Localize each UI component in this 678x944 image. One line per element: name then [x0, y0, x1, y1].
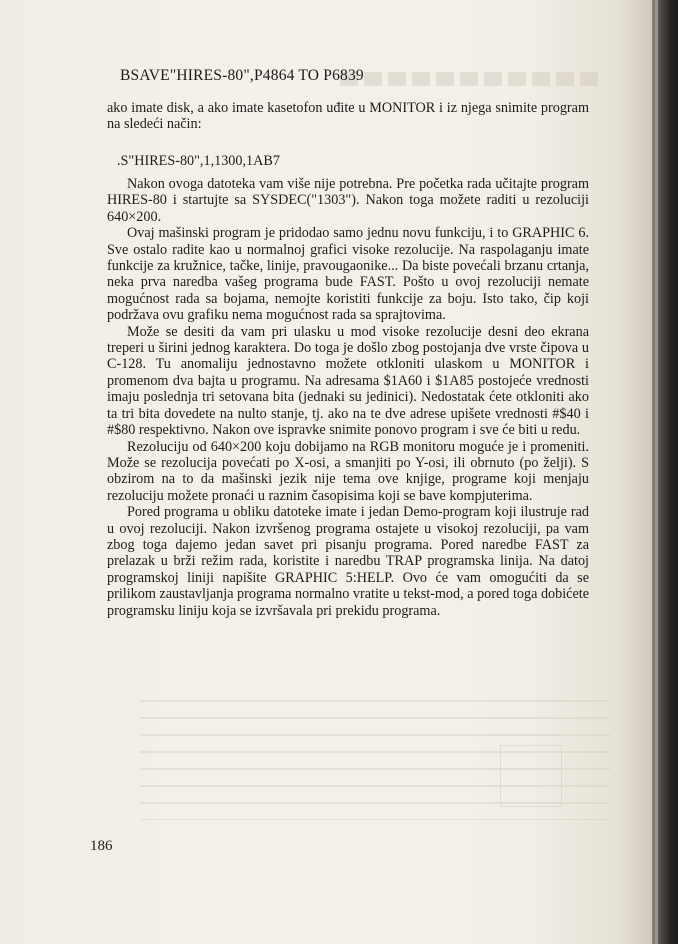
intro-paragraph-block	[107, 100, 589, 133]
show-through-texture	[340, 72, 600, 86]
paragraph-3: Može se desiti da vam pri ulasku u mod visoke rezolucije desni deo ekrana treperi u širini jednog karaktera. Do toga je došlo zbog postojanja dve vrste čipova u C-128. Tu anomaliju jednostavno možete otkloniti ulaskom u MONITOR i promenom dva bajta u programu. Na adresama $1A60 i $1A85 postojeće vrednosti imaju poslednja tri setovana bita (jednaki su jedinici). Nedostatak ćete otkloniti ako ta tri bita dovedete na nulto stanje, tj. ako na te dve adrese upišete vrednosti #$40 i #$80 respektivno. Nakon ove ispravke snimite ponovo program i sve će biti u redu.	[107, 323, 589, 439]
page-edge-highlight	[655, 0, 658, 944]
show-through-texture	[500, 745, 562, 807]
code-line: .S"HIRES-80",1,1300,1AB7	[117, 153, 280, 169]
page-number: 186	[90, 838, 113, 854]
paragraph-1: Nakon ovoga datoteka vam više nije potrebna. Pre početka rada učitajte program HIRES-80 i startujte sa SYSDEC("1303"). Nakon toga možete raditi u rezoluciji 640×200.	[107, 176, 589, 225]
body-text	[107, 176, 589, 619]
paragraph-5: Pored programa u obliku datoteke imate i jedan Demo-program koji ilustruje rad u ovoj rezoluciji. Nakon izvršenog programa ostajete u visokoj rezoluciji, pa vam zbog toga dajemo jedan savet pri pisanju programa. Pored naredbe FAST za prelazak u brži režim rada, koristite i naredbu TRAP programska linija. Na datoj programskoj liniji napišite GRAPHIC 5:HELP. Ovo će vam omogućiti da se prilikom zaustavljanja programa normalno vratite u tekst-mod, a pored toga dobićete programsku liniju koja se izvršavala pri prekidu programa.	[107, 504, 589, 619]
paragraph-2: Ovaj mašinski program je pridodao samo jednu novu funkciju, i to GRAPHIC 6. Sve ostalo radite kao u normalnoj grafici visoke rezolucije. Na raspolaganju imate funkcije za kružnice, tačke, linije, pravougaonike... Da biste povećali brzanu crtanja, neka prva naredba vašeg programa bude FAST. Pošto u ovoj rezoluciji nemate mogućnost rada sa bojama, nemojte koristiti funkcije za boju. Isto tako, čip koji podržava ovu grafiku nema mogućnost rada sa sprajtovima.	[107, 225, 589, 324]
intro-paragraph: ako imate disk, a ako imate kasetofon uđite u MONITOR i iz njega snimite program na sledeći način:	[107, 100, 589, 133]
show-through-texture	[140, 700, 610, 820]
page-heading: BSAVE"HIRES-80",P4864 TO P6839	[120, 67, 364, 84]
paragraph-4: Rezoluciju od 640×200 koju dobijamo na RGB monitoru moguće je i promeniti. Može se rezolucija povećati po X-osi, a smanjiti po Y-osi, ili obrnuto (po želji). S obzirom na to da mašinski jezik nije tema ove knjige, programe koji menjaju rezoluciju možete pronaći u raznim časopisima koji se bave kompjuterima.	[107, 438, 589, 504]
